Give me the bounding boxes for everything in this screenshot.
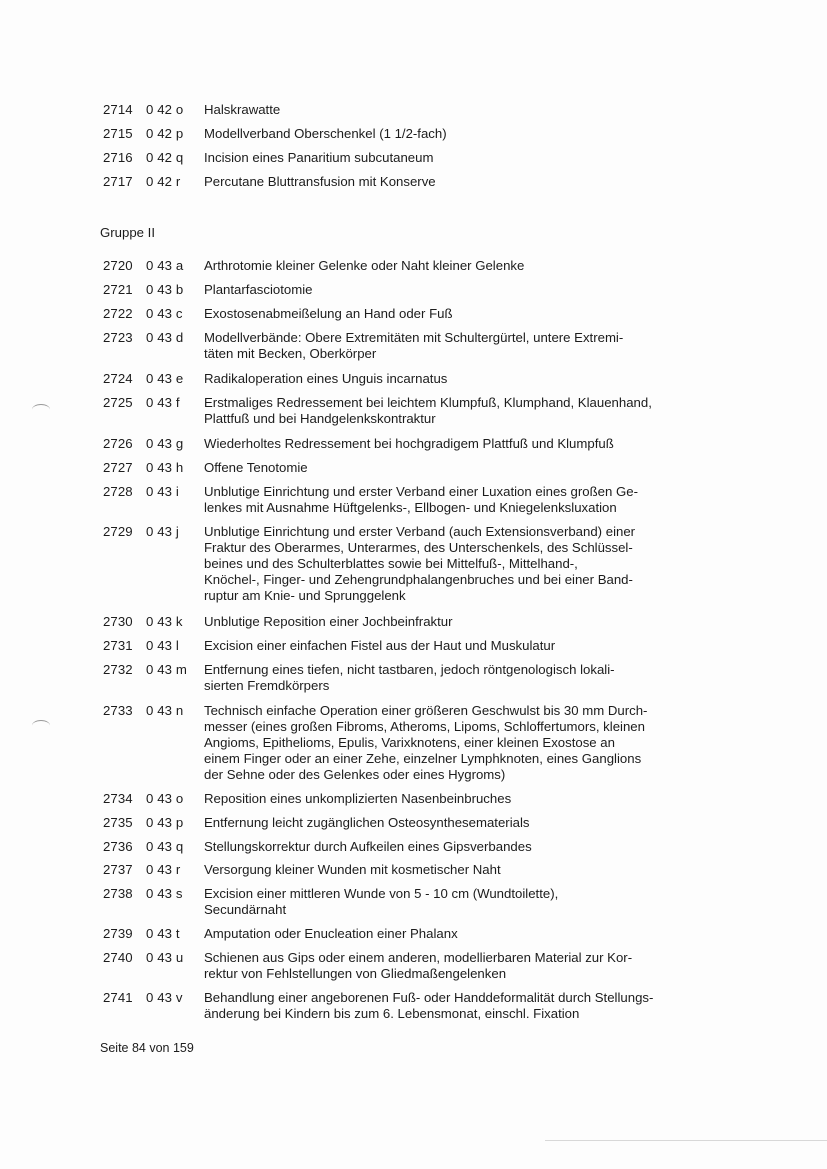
entry-description — [204, 258, 709, 274]
description-line: Modellverbände: Obere Extremitäten mit Schultergürtel, untere Extremi- — [204, 330, 624, 345]
description-line: Unblutige Reposition einer Jochbeinfraktur — [204, 614, 453, 629]
entry-code: 0 42 o — [146, 102, 184, 117]
entry-description — [204, 484, 709, 516]
entry-number: 2729 — [103, 524, 133, 539]
entry-code: 0 43 d — [146, 330, 184, 345]
entry-number: 2716 — [103, 150, 133, 165]
description-line: Technisch einfache Operation einer größeren Geschwulst bis 30 mm Durch- — [204, 703, 648, 718]
entry-code: 0 43 t — [146, 926, 180, 941]
description-line: sierten Fremdkörpers — [204, 678, 330, 693]
entry-code: 0 43 r — [146, 862, 181, 877]
scan-edge-line — [545, 1140, 827, 1141]
description-line: messer (eines großen Fibroms, Atheroms, Lipoms, Schloffertumors, kleinen — [204, 719, 645, 734]
entry-number: 2715 — [103, 126, 133, 141]
group-heading: Gruppe II — [100, 225, 155, 240]
entry-number: 2739 — [103, 926, 133, 941]
entry-description — [204, 638, 709, 654]
description-line: Radikaloperation eines Unguis incarnatus — [204, 371, 448, 386]
entry-number: 2731 — [103, 638, 133, 653]
entry-code: 0 43 e — [146, 371, 184, 386]
entry-number: 2723 — [103, 330, 133, 345]
entry-number: 2714 — [103, 102, 133, 117]
entry-number: 2737 — [103, 862, 133, 877]
description-line: täten mit Becken, Oberkörper — [204, 346, 377, 361]
entry-code: 0 43 b — [146, 282, 184, 297]
entry-number: 2717 — [103, 174, 133, 189]
description-line: Unblutige Einrichtung und erster Verband (auch Extensionsverband) einer — [204, 524, 636, 539]
entry-number: 2730 — [103, 614, 133, 629]
description-line: Offene Tenotomie — [204, 460, 308, 475]
entry-code: 0 42 r — [146, 174, 181, 189]
description-line: Schienen aus Gips oder einem anderen, modellierbaren Material zur Kor- — [204, 950, 633, 965]
description-line: Excision einer mittleren Wunde von 5 - 10 cm (Wundtoilette), — [204, 886, 559, 901]
entry-number: 2736 — [103, 839, 133, 854]
entry-code: 0 42 p — [146, 126, 184, 141]
entry-description — [204, 662, 709, 694]
entry-number: 2725 — [103, 395, 133, 410]
entry-code: 0 43 v — [146, 990, 183, 1005]
entry-code: 0 43 n — [146, 703, 184, 718]
entry-code: 0 43 l — [146, 638, 179, 653]
description-line: Erstmaliges Redressement bei leichtem Klumpfuß, Klumphand, Klauenhand, — [204, 395, 652, 410]
entry-code: 0 43 h — [146, 460, 184, 475]
entry-description — [204, 950, 709, 982]
description-line: Incision eines Panaritium subcutaneum — [204, 150, 434, 165]
entry-description — [204, 460, 709, 476]
entry-code: 0 43 u — [146, 950, 184, 965]
entry-code: 0 43 s — [146, 886, 183, 901]
entry-number: 2734 — [103, 791, 133, 806]
description-line: Excision einer einfachen Fistel aus der Haut und Muskulatur — [204, 638, 556, 653]
description-line: rektur von Fehlstellungen von Gliedmaßengelenken — [204, 966, 507, 981]
description-line: Entfernung leicht zugänglichen Osteosynthesematerials — [204, 815, 530, 830]
description-line: lenkes mit Ausnahme Hüftgelenks-, Ellbogen- und Kniegelenksluxation — [204, 500, 617, 515]
description-line: Percutane Bluttransfusion mit Konserve — [204, 174, 436, 189]
description-line: einem Finger oder an einer Zehe, einzelner Lymphknoten, eines Ganglions — [204, 751, 642, 766]
entry-description — [204, 815, 709, 831]
entry-description — [204, 436, 709, 452]
entry-number: 2726 — [103, 436, 133, 451]
description-line: änderung bei Kindern bis zum 6. Lebensmonat, einschl. Fixation — [204, 1006, 580, 1021]
entry-description — [204, 330, 709, 362]
entry-code: 0 43 m — [146, 662, 187, 677]
description-line: Exostosenabmeißelung an Hand oder Fuß — [204, 306, 453, 321]
description-line: Behandlung einer angeborenen Fuß- oder Handdeformalität durch Stellungs- — [204, 990, 654, 1005]
description-line: Amputation oder Enucleation einer Phalanx — [204, 926, 458, 941]
entry-description — [204, 174, 709, 190]
entry-description — [204, 150, 709, 166]
entry-description — [204, 371, 709, 387]
entry-code: 0 42 q — [146, 150, 184, 165]
entry-code: 0 43 p — [146, 815, 184, 830]
entry-description — [204, 839, 709, 855]
entry-number: 2724 — [103, 371, 133, 386]
description-line: Stellungskorrektur durch Aufkeilen eines Gipsverbandes — [204, 839, 532, 854]
description-line: Modellverband Oberschenkel (1 1/2-fach) — [204, 126, 447, 141]
entry-number: 2741 — [103, 990, 133, 1005]
description-line: ruptur am Knie- und Sprunggelenk — [204, 588, 406, 603]
description-line: Secundärnaht — [204, 902, 287, 917]
entry-number: 2735 — [103, 815, 133, 830]
entry-number: 2721 — [103, 282, 133, 297]
entry-description — [204, 990, 709, 1022]
entry-code: 0 43 j — [146, 524, 179, 539]
entry-code: 0 43 o — [146, 791, 184, 806]
description-line: Reposition eines unkomplizierten Nasenbeinbruches — [204, 791, 512, 806]
description-line: Halskrawatte — [204, 102, 281, 117]
description-line: Entfernung eines tiefen, nicht tastbaren, jedoch röntgenologisch lokali- — [204, 662, 615, 677]
entry-description — [204, 102, 709, 118]
entry-code: 0 43 c — [146, 306, 183, 321]
entry-code: 0 43 i — [146, 484, 179, 499]
entry-description — [204, 703, 709, 783]
description-line: Fraktur des Oberarmes, Unterarmes, des Unterschenkels, des Schlüssel- — [204, 540, 633, 555]
entry-description — [204, 282, 709, 298]
entry-description — [204, 886, 709, 918]
description-line: Wiederholtes Redressement bei hochgradigem Plattfuß und Klumpfuß — [204, 436, 614, 451]
description-line: Versorgung kleiner Wunden mit kosmetischer Naht — [204, 862, 501, 877]
description-line: Knöchel-, Finger- und Zehengrundphalangenbruches und bei einer Band- — [204, 572, 633, 587]
description-line: der Sehne oder des Gelenkes oder eines Hygroms) — [204, 767, 506, 782]
punch-hole-mark — [32, 720, 50, 731]
punch-hole-mark — [32, 404, 50, 415]
entry-description — [204, 791, 709, 807]
entry-description — [204, 926, 709, 942]
description-line: Plantarfasciotomie — [204, 282, 313, 297]
entry-code: 0 43 k — [146, 614, 183, 629]
entry-number: 2732 — [103, 662, 133, 677]
entry-number: 2727 — [103, 460, 133, 475]
entry-description — [204, 524, 709, 604]
description-line: beines und des Schulterblattes sowie bei Mittelfuß-, Mittelhand-, — [204, 556, 578, 571]
page-footer: Seite 84 von 159 — [100, 1041, 194, 1055]
entry-description — [204, 862, 709, 878]
entry-code: 0 43 a — [146, 258, 184, 273]
description-line: Unblutige Einrichtung und erster Verband einer Luxation eines großen Ge- — [204, 484, 638, 499]
entry-number: 2740 — [103, 950, 133, 965]
entry-code: 0 43 f — [146, 395, 180, 410]
entry-code: 0 43 g — [146, 436, 184, 451]
entry-description — [204, 614, 709, 630]
entry-description — [204, 306, 709, 322]
entry-number: 2720 — [103, 258, 133, 273]
entry-number: 2733 — [103, 703, 133, 718]
description-line: Plattfuß und bei Handgelenkskontraktur — [204, 411, 436, 426]
description-line: Angioms, Epithelioms, Epulis, Varixknotens, einer kleinen Exostose an — [204, 735, 615, 750]
entry-code: 0 43 q — [146, 839, 184, 854]
entry-description — [204, 126, 709, 142]
entry-number: 2728 — [103, 484, 133, 499]
entry-description — [204, 395, 709, 427]
entry-number: 2722 — [103, 306, 133, 321]
entry-number: 2738 — [103, 886, 133, 901]
description-line: Arthrotomie kleiner Gelenke oder Naht kleiner Gelenke — [204, 258, 525, 273]
